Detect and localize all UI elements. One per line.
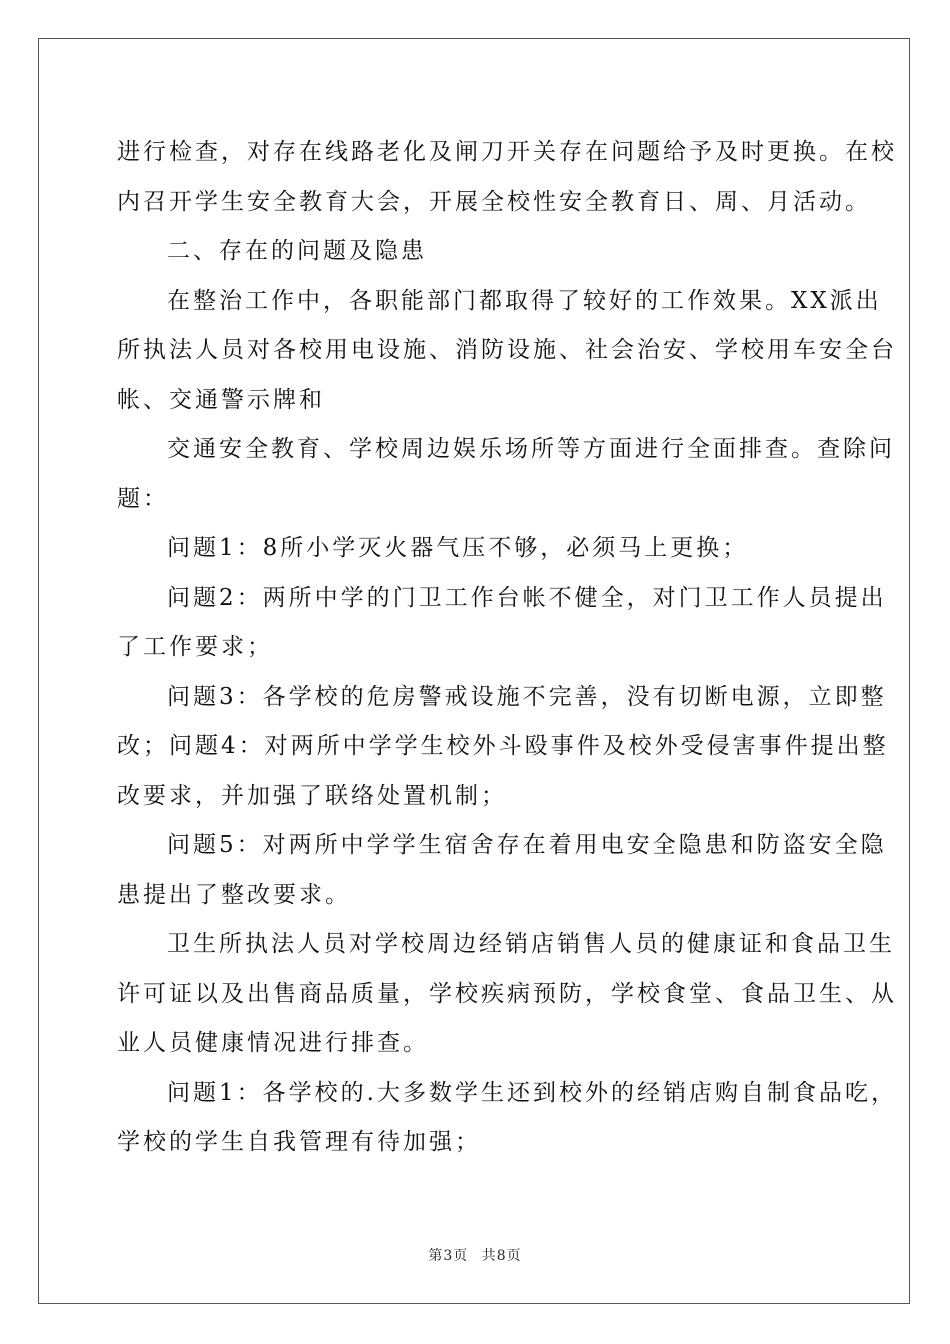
issue-item: 问题2：两所中学的门卫工作台帐不健全，对门卫工作人员提出: [167, 584, 887, 611]
text-line: 改；问题4：对两所中学学生校外斗殴事件及校外受侵害事件提出整: [117, 733, 889, 759]
page-footer: [0, 1245, 950, 1265]
text-line: 学校的学生自我管理有待加强；: [117, 1129, 481, 1155]
total-pages: 共8页: [481, 1248, 522, 1264]
issue-item: 问题5：对两所中学学生宿舍存在着用电安全隐患和防盗安全隐: [167, 832, 887, 858]
issue-item: 问题3：各学校的危房警戒设施不完善，没有切断电源，立即整: [167, 683, 887, 710]
text-line: 了工作要求；: [117, 634, 273, 660]
issue-item: 问题1：8所小学灭火器气压不够，必须马上更换；: [167, 535, 749, 561]
text-line: 在整治工作中，各职能部门都取得了较好的工作效果。XX派出: [167, 287, 882, 314]
text-line: 交通安全教育、学校周边娱乐场所等方面进行全面排查。查除问: [167, 436, 895, 462]
text-line: 许可证以及出售商品质量，学校疾病预防，学校食堂、食品卫生、从: [117, 980, 897, 1007]
text-line: 帐、交通警示牌和: [117, 386, 325, 413]
text-line: 业人员健康情况进行排查。: [117, 1030, 429, 1056]
text-line: 卫生所执法人员对学校周边经销店销售人员的健康证和食品卫生: [167, 931, 895, 957]
text-line: 改要求，并加强了联络处置机制；: [117, 782, 507, 809]
text-line: 题：: [117, 485, 169, 512]
text-line: 内召开学生安全教育大会，开展全校性安全教育日、周、月活动。: [117, 188, 871, 215]
current-page-number: 第3页: [428, 1248, 469, 1264]
text-line: 所执法人员对各校用电设施、消防设施、社会治安、学校用车安全台: [117, 337, 897, 363]
text-line: 进行检查，对存在线路老化及闸刀开关存在问题给予及时更换。在校: [117, 139, 897, 165]
issue-item: 问题1：各学校的.大多数学生还到校外的经销店购自制食品吃，: [167, 1079, 897, 1106]
text-line: 患提出了整改要求。: [117, 881, 351, 908]
document-body: [117, 128, 897, 1168]
section-heading: 二、存在的问题及隐患: [167, 238, 427, 264]
